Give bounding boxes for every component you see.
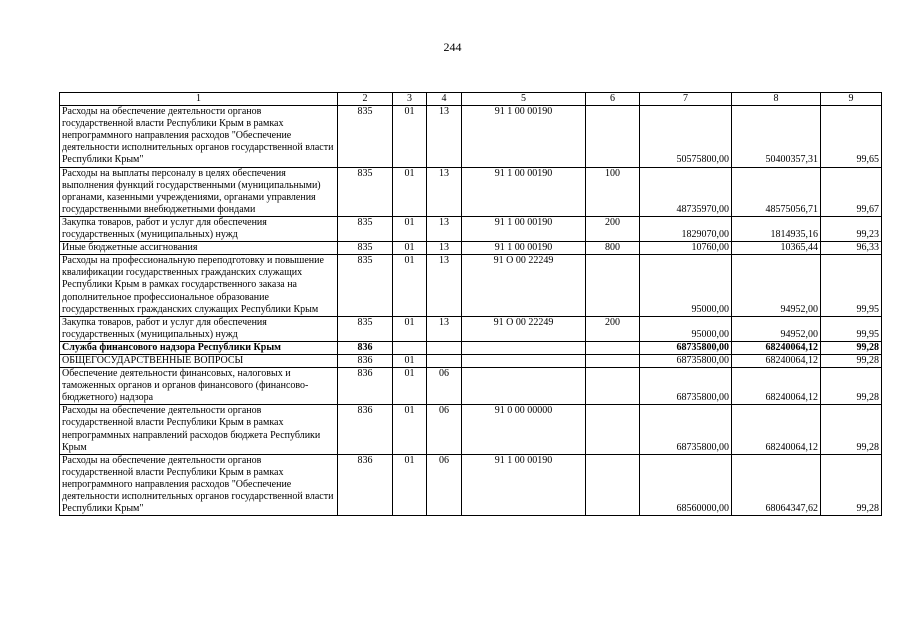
row-name: Расходы на профессиональную переподготовку и повышение квалификации государственных гражданских служащих Республики Крым в рамках государственного заказа на дополнительное профессиональное образование государственных гражданских служащих Республики Крым xyxy=(60,255,338,316)
executed-amount: 50400357,31 xyxy=(732,106,821,167)
executed-amount: 94952,00 xyxy=(732,255,821,316)
section-code: 01 xyxy=(393,255,427,316)
row-name: ОБЩЕГОСУДАРСТВЕННЫЕ ВОПРОСЫ xyxy=(60,354,338,367)
section-code: 01 xyxy=(393,242,427,255)
table-row xyxy=(60,454,882,515)
admin-code: 835 xyxy=(338,255,393,316)
subsection-code: 06 xyxy=(427,454,462,515)
expense-type-code xyxy=(586,354,640,367)
executed-amount: 1814935,16 xyxy=(732,216,821,241)
expense-type-code xyxy=(586,341,640,354)
planned-amount: 95000,00 xyxy=(640,316,732,341)
row-name: Расходы на выплаты персоналу в целях обеспечения выполнения функций государственными (муниципальными) органами, казенными учреждениями, органами управления государственными внебюджетными фондами xyxy=(60,167,338,216)
execution-percent: 99,23 xyxy=(821,216,882,241)
section-code: 01 xyxy=(393,454,427,515)
subsection-code: 13 xyxy=(427,242,462,255)
expense-type-code: 100 xyxy=(586,167,640,216)
planned-amount: 1829070,00 xyxy=(640,216,732,241)
expense-type-code xyxy=(586,368,640,405)
admin-code: 835 xyxy=(338,216,393,241)
executed-amount: 68240064,12 xyxy=(732,341,821,354)
target-article-code xyxy=(462,341,586,354)
header-cell: 9 xyxy=(821,93,882,106)
section-code: 01 xyxy=(393,106,427,167)
planned-amount: 50575800,00 xyxy=(640,106,732,167)
subsection-code xyxy=(427,354,462,367)
admin-code: 836 xyxy=(338,354,393,367)
target-article-code: 91 О 00 22249 xyxy=(462,255,586,316)
section-code: 01 xyxy=(393,405,427,454)
header-cell: 3 xyxy=(393,93,427,106)
row-name: Расходы на обеспечение деятельности органов государственной власти Республики Крым в рамках непрограммного направления расходов "Обеспечение деятельности исполнительных органов государственной власти Республики Крым" xyxy=(60,106,338,167)
target-article-code: 91 1 00 00190 xyxy=(462,242,586,255)
row-name: Служба финансового надзора Республики Крым xyxy=(60,341,338,354)
expense-type-code xyxy=(586,454,640,515)
planned-amount: 68735800,00 xyxy=(640,368,732,405)
section-code: 01 xyxy=(393,167,427,216)
table-row xyxy=(60,242,882,255)
header-cell: 8 xyxy=(732,93,821,106)
target-article-code xyxy=(462,368,586,405)
admin-code: 835 xyxy=(338,242,393,255)
executed-amount: 10365,44 xyxy=(732,242,821,255)
header-cell: 1 xyxy=(60,93,338,106)
section-code: 01 xyxy=(393,368,427,405)
header-cell: 5 xyxy=(462,93,586,106)
executed-amount: 94952,00 xyxy=(732,316,821,341)
row-name: Закупка товаров, работ и услуг для обеспечения государственных (муниципальных) нужд xyxy=(60,316,338,341)
section-code: 01 xyxy=(393,354,427,367)
target-article-code: 91 1 00 00190 xyxy=(462,167,586,216)
admin-code: 836 xyxy=(338,368,393,405)
row-name: Расходы на обеспечение деятельности органов государственной власти Республики Крым в рамках непрограммных направлений расходов бюджета Республики Крым xyxy=(60,405,338,454)
subsection-code: 06 xyxy=(427,405,462,454)
execution-percent: 99,28 xyxy=(821,341,882,354)
target-article-code: 91 О 00 22249 xyxy=(462,316,586,341)
table-row xyxy=(60,341,882,354)
execution-percent: 99,65 xyxy=(821,106,882,167)
expense-type-code: 800 xyxy=(586,242,640,255)
table-row xyxy=(60,106,882,167)
page-number: 244 xyxy=(443,40,462,54)
table-row xyxy=(60,167,882,216)
subsection-code: 13 xyxy=(427,216,462,241)
expense-type-code: 200 xyxy=(586,216,640,241)
table-row xyxy=(60,368,882,405)
admin-code: 836 xyxy=(338,341,393,354)
planned-amount: 68735800,00 xyxy=(640,405,732,454)
target-article-code: 91 1 00 00190 xyxy=(462,216,586,241)
admin-code: 835 xyxy=(338,106,393,167)
executed-amount: 68240064,12 xyxy=(732,368,821,405)
section-code: 01 xyxy=(393,216,427,241)
subsection-code xyxy=(427,341,462,354)
execution-percent: 99,28 xyxy=(821,454,882,515)
table-row xyxy=(60,405,882,454)
target-article-code: 91 0 00 00000 xyxy=(462,405,586,454)
planned-amount: 68735800,00 xyxy=(640,341,732,354)
table-row xyxy=(60,316,882,341)
expense-type-code xyxy=(586,255,640,316)
subsection-code: 06 xyxy=(427,368,462,405)
planned-amount: 95000,00 xyxy=(640,255,732,316)
execution-percent: 99,67 xyxy=(821,167,882,216)
target-article-code: 91 1 00 00190 xyxy=(462,454,586,515)
execution-percent: 99,28 xyxy=(821,368,882,405)
expense-type-code: 200 xyxy=(586,316,640,341)
execution-percent: 99,95 xyxy=(821,316,882,341)
subsection-code: 13 xyxy=(427,255,462,316)
row-name: Закупка товаров, работ и услуг для обеспечения государственных (муниципальных) нужд xyxy=(60,216,338,241)
target-article-code xyxy=(462,354,586,367)
executed-amount: 68240064,12 xyxy=(732,405,821,454)
execution-percent: 99,28 xyxy=(821,405,882,454)
execution-percent: 99,95 xyxy=(821,255,882,316)
table-row xyxy=(60,354,882,367)
execution-percent: 96,33 xyxy=(821,242,882,255)
admin-code: 836 xyxy=(338,405,393,454)
expense-type-code xyxy=(586,405,640,454)
row-name: Иные бюджетные ассигнования xyxy=(60,242,338,255)
section-code: 01 xyxy=(393,316,427,341)
subsection-code: 13 xyxy=(427,106,462,167)
header-cell: 2 xyxy=(338,93,393,106)
header-row xyxy=(60,93,882,106)
planned-amount: 68560000,00 xyxy=(640,454,732,515)
admin-code: 836 xyxy=(338,454,393,515)
row-name: Обеспечение деятельности финансовых, налоговых и таможенных органов и органов финансового (финансово-бюджетного) надзора xyxy=(60,368,338,405)
admin-code: 835 xyxy=(338,316,393,341)
executed-amount: 68064347,62 xyxy=(732,454,821,515)
subsection-code: 13 xyxy=(427,167,462,216)
budget-table xyxy=(59,92,882,516)
planned-amount: 68735800,00 xyxy=(640,354,732,367)
admin-code: 835 xyxy=(338,167,393,216)
expense-type-code xyxy=(586,106,640,167)
executed-amount: 48575056,71 xyxy=(732,167,821,216)
table-row xyxy=(60,255,882,316)
subsection-code: 13 xyxy=(427,316,462,341)
planned-amount: 48735970,00 xyxy=(640,167,732,216)
section-code xyxy=(393,341,427,354)
execution-percent: 99,28 xyxy=(821,354,882,367)
header-cell: 6 xyxy=(586,93,640,106)
header-cell: 4 xyxy=(427,93,462,106)
table-body xyxy=(60,93,882,516)
planned-amount: 10760,00 xyxy=(640,242,732,255)
header-cell: 7 xyxy=(640,93,732,106)
target-article-code: 91 1 00 00190 xyxy=(462,106,586,167)
row-name: Расходы на обеспечение деятельности органов государственной власти Республики Крым в рамках непрограммного направления расходов "Обеспечение деятельности исполнительных органов государственной власти Республики Крым" xyxy=(60,454,338,515)
table-row xyxy=(60,216,882,241)
executed-amount: 68240064,12 xyxy=(732,354,821,367)
